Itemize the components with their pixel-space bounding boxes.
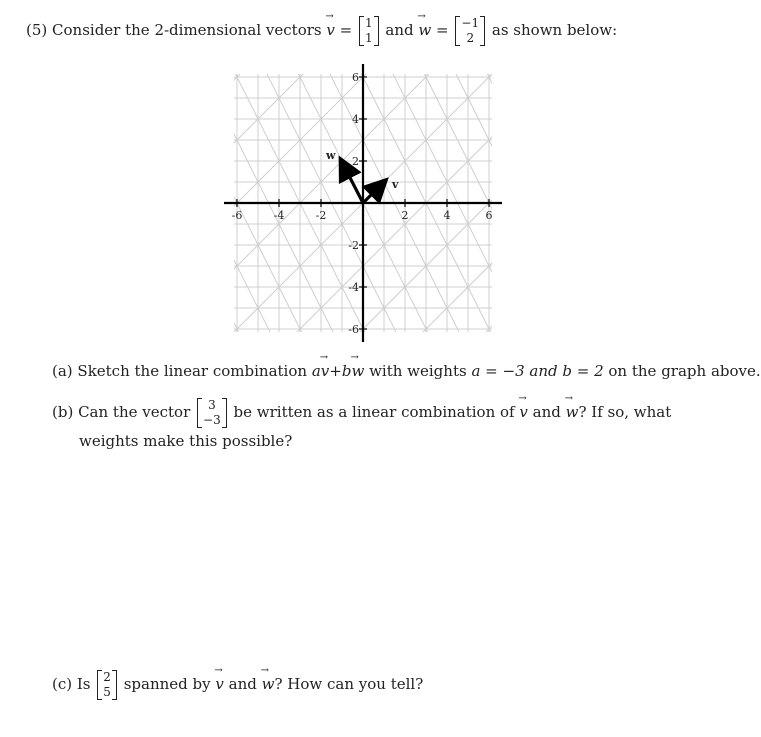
part-c-w-symbol: w → <box>262 675 275 693</box>
part-b-mid: be written as a linear combination of <box>233 403 515 421</box>
part-c-vector <box>97 670 117 700</box>
part-c-entry-1: 2 <box>103 670 111 684</box>
part-c <box>52 670 423 700</box>
lattice-line <box>0 0 657 371</box>
coef-a: a <box>311 362 321 380</box>
part-b-v-symbol: v → <box>519 403 527 421</box>
part-a-suffix: on the graph above. <box>608 362 761 380</box>
vector-w-arrow <box>343 164 363 203</box>
part-b-and: and <box>532 403 561 421</box>
lattice-line <box>321 539 761 737</box>
vector-graph <box>224 64 502 342</box>
part-a-weights: a = −3 and b = 2 <box>471 362 604 380</box>
lattice-line <box>363 0 761 623</box>
part-a-prefix: (a) Sketch the linear combination <box>52 362 308 380</box>
part-a <box>52 362 761 380</box>
coef-b: b <box>341 362 352 380</box>
v-entry-1: 1 <box>365 16 373 30</box>
vector-v-arrow <box>363 184 382 203</box>
vector-w-label: w <box>326 149 336 162</box>
x-tick-label: 4 <box>443 209 451 222</box>
part-b-vector <box>197 398 227 428</box>
x-tick-label: -6 <box>231 209 243 222</box>
part-a-mid: with weights <box>369 362 467 380</box>
y-tick-label: -2 <box>348 239 359 252</box>
part-b-prefix: (b) Can the vector <box>52 403 191 421</box>
w-symbol: w → <box>418 21 431 39</box>
part-b-end: ? If so, what <box>578 403 672 421</box>
y-tick-label: 4 <box>352 113 359 126</box>
lattice-line <box>300 497 761 737</box>
lattice-line <box>153 203 761 737</box>
v-vector <box>359 16 379 46</box>
part-b-entry-1: 3 <box>208 398 216 412</box>
graph-svg <box>224 64 502 342</box>
lattice-line <box>300 0 761 686</box>
part-c-and: and <box>228 675 257 693</box>
part-b-entry-2: −3 <box>203 413 221 427</box>
lattice-line <box>0 0 678 413</box>
and-text: and <box>385 21 414 39</box>
part-a-v-symbol: v → <box>321 362 329 380</box>
part-c-entry-2: 5 <box>103 685 111 699</box>
problem-intro: Consider the 2-dimensional vectors <box>52 21 322 39</box>
v-entry-2: 1 <box>365 31 373 45</box>
equals-sign: = <box>339 21 353 39</box>
lattice-line <box>111 119 761 737</box>
y-tick-label: -6 <box>348 323 359 336</box>
y-tick-label: -4 <box>348 281 359 294</box>
problem-tail: as shown below: <box>491 21 618 39</box>
lattice-line <box>0 0 636 329</box>
x-tick-label: -4 <box>273 209 285 222</box>
vector-v-label: v <box>392 178 399 191</box>
problem-number: (5) <box>26 21 48 39</box>
part-c-mid: spanned by <box>123 675 211 693</box>
x-tick-label: -2 <box>315 209 327 222</box>
w-entry-2: 2 <box>466 31 475 45</box>
part-b-line2: weights make this possible? <box>79 432 293 450</box>
lattice-line <box>321 0 761 665</box>
part-c-v-symbol: v → <box>215 675 223 693</box>
part-c-prefix: (c) Is <box>52 675 91 693</box>
part-b <box>52 398 674 428</box>
lattice-line <box>342 581 761 737</box>
part-b-w-symbol: w → <box>566 403 579 421</box>
part-c-end: ? How can you tell? <box>274 675 424 693</box>
w-entry-1: −1 <box>461 16 480 30</box>
plus-sign: + <box>329 362 342 380</box>
equals-sign-2: = <box>436 21 449 39</box>
w-vector <box>455 16 485 46</box>
x-tick-label: 2 <box>401 209 409 222</box>
part-a-w-symbol: w → <box>351 362 364 380</box>
problem-statement <box>26 16 617 46</box>
x-tick-label: 6 <box>485 209 493 222</box>
y-tick-label: 2 <box>352 155 359 168</box>
y-tick-label: 6 <box>352 71 359 84</box>
v-symbol: v → <box>326 21 334 39</box>
